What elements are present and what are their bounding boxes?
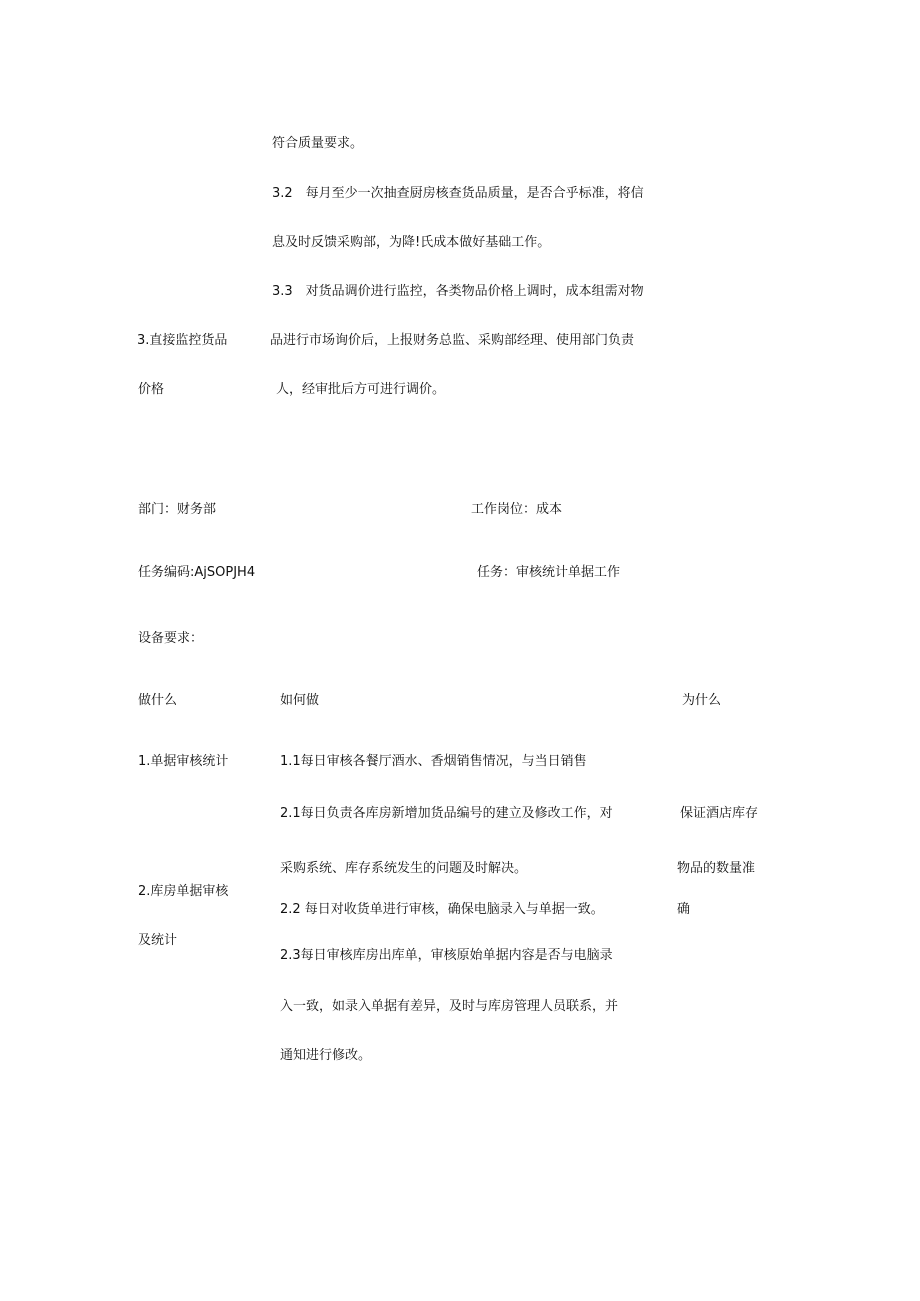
- how-line: 息及时反馈采购部，为降!氏成本做好基础工作。: [272, 235, 551, 250]
- row2-how-line: 2.2 每日对收货单进行审核，确保电脑录入与单据一致。: [280, 902, 604, 917]
- row2-how-line: 入一致，如录入单据有差异，及时与库房管理人员联系，并: [280, 999, 619, 1014]
- column-why: 为什么: [682, 693, 722, 708]
- column-how: 如何做: [280, 693, 320, 708]
- row2-why-line: 保证酒店库存: [680, 806, 759, 821]
- row1-what: 1.单据审核统计: [138, 754, 229, 769]
- row1-how: 1.1每日审核各餐厅酒水、香烟销售情况，与当日销售: [280, 754, 587, 769]
- row2-what-line: 及统计: [138, 933, 178, 948]
- how-line: 品进行市场询价后，上报财务总监、采购部经理、使用部门负责: [270, 333, 635, 348]
- task-code-label: 任务编码:AjSOPJH4: [138, 565, 256, 580]
- row2-why-line: 物品的数量准: [677, 861, 756, 876]
- what-line: 价格: [138, 382, 165, 397]
- task-label: 任务：审核统计单据工作: [477, 565, 621, 580]
- row2-how-line: 2.3每日审核库房出库单，审核原始单据内容是否与电脑录: [280, 948, 613, 963]
- row2-how-line: 通知进行修改。: [280, 1048, 372, 1063]
- row2-what-line: 2.库房单据审核: [138, 884, 229, 899]
- department-label: 部门：财务部: [138, 502, 217, 517]
- how-line: 3.3 对货品调价进行监控，各类物品价格上调时，成本组需对物: [272, 284, 644, 299]
- what-line: 3.直接监控货品: [137, 333, 228, 348]
- how-line: 符合质量要求。: [272, 136, 364, 151]
- position-label: 工作岗位：成本: [471, 502, 563, 517]
- how-line: 人，经审批后方可进行调价。: [276, 382, 446, 397]
- row2-why-line: 确: [677, 902, 691, 917]
- column-what: 做什么: [138, 693, 178, 708]
- row2-how-line: 2.1每日负责各库房新增加货品编号的建立及修改工作，对: [280, 806, 613, 821]
- equipment-label: 设备要求：: [138, 631, 204, 646]
- how-line: 3.2 每月至少一次抽查厨房核查货品质量，是否合乎标准，将信: [272, 186, 644, 201]
- row2-how-line: 采购系统、库存系统发生的问题及时解决。: [280, 861, 528, 876]
